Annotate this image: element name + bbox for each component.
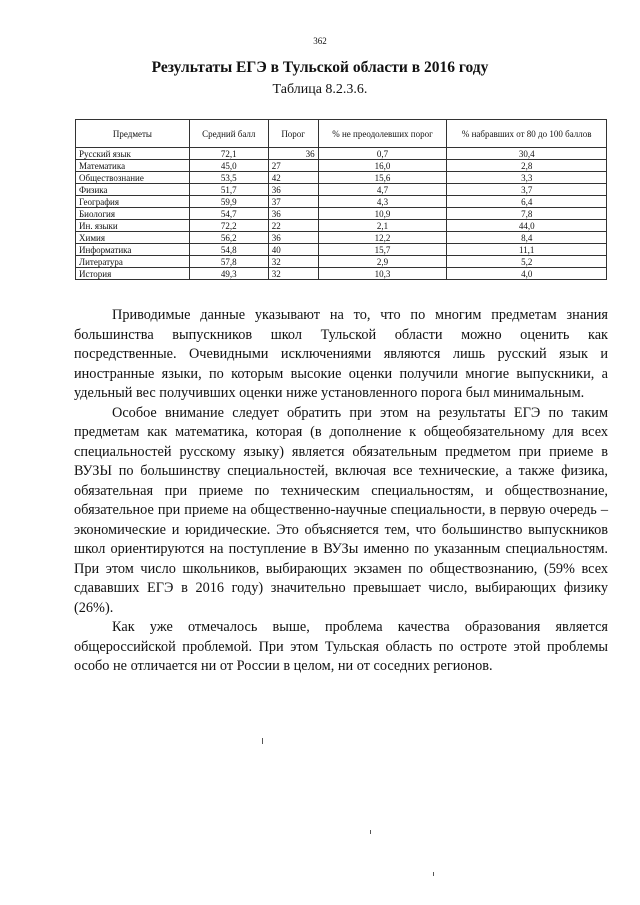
- cell-high-scores: 5,2: [447, 256, 607, 268]
- cell-average-score: 51,7: [189, 184, 268, 196]
- cell-average-score: 56,2: [189, 232, 268, 244]
- cell-subject: Русский язык: [76, 148, 190, 160]
- scan-artifact-mark: [370, 830, 371, 834]
- table-row: [76, 172, 607, 184]
- cell-below-threshold: 4,7: [318, 184, 447, 196]
- cell-average-score: 53,5: [189, 172, 268, 184]
- header-high-scores: % набравших от 80 до 100 баллов: [447, 120, 607, 148]
- cell-threshold: 36: [268, 184, 318, 196]
- cell-threshold: 40: [268, 244, 318, 256]
- cell-subject: Физика: [76, 184, 190, 196]
- table-row: [76, 268, 607, 280]
- cell-below-threshold: 0,7: [318, 148, 447, 160]
- document-title: Результаты ЕГЭ в Тульской области в 2016 году: [151, 59, 489, 76]
- cell-threshold: 32: [268, 256, 318, 268]
- table-row: [76, 232, 607, 244]
- scan-artifact-mark: [433, 872, 434, 876]
- cell-below-threshold: 10,3: [318, 268, 447, 280]
- cell-average-score: 72,1: [189, 148, 268, 160]
- table-caption: Таблица 8.2.3.6.: [272, 82, 368, 97]
- paragraph-2: Особое внимание следует обратить при этом на результаты ЕГЭ по таким предметам как математика, которая (в дополнение к общеобязательному для всех специальностей русскому языку) является обязательным предметом при приеме в ВУЗЫ по большинству специальностей, включая все технические, а также физика, обязательная при приеме по техническим специальностям, и обществознание, обязательное при приеме на общественно-научные специальности, в первую очередь – экономические и юридические. Это объясняется тем, что большинство выпускников школ ориентируются на поступление в ВУЗы именно по указанным специальностям. При этом число школьников, выбирающих экзамен по обществознанию, (59% всех сдававших ЕГЭ в 2016 году) значительно превышает число, выбирающих физику (26%).: [74, 404, 608, 616]
- cell-threshold: 36: [268, 148, 318, 160]
- cell-subject: Обществознание: [76, 172, 190, 184]
- page-number: 362: [313, 36, 327, 46]
- header-subject: Предметы: [76, 120, 190, 148]
- cell-threshold: 42: [268, 172, 318, 184]
- cell-threshold: 36: [268, 208, 318, 220]
- cell-average-score: 45,0: [189, 160, 268, 172]
- cell-high-scores: 3,3: [447, 172, 607, 184]
- cell-average-score: 57,8: [189, 256, 268, 268]
- cell-threshold: 27: [268, 160, 318, 172]
- cell-subject: Математика: [76, 160, 190, 172]
- cell-high-scores: 8,4: [447, 232, 607, 244]
- cell-below-threshold: 10,9: [318, 208, 447, 220]
- cell-high-scores: 11,1: [447, 244, 607, 256]
- cell-high-scores: 7,8: [447, 208, 607, 220]
- cell-below-threshold: 12,2: [318, 232, 447, 244]
- cell-below-threshold: 4,3: [318, 196, 447, 208]
- cell-subject: Биология: [76, 208, 190, 220]
- cell-threshold: 36: [268, 232, 318, 244]
- table-row: [76, 208, 607, 220]
- cell-below-threshold: 15,7: [318, 244, 447, 256]
- table-row: [76, 244, 607, 256]
- cell-high-scores: 6,4: [447, 196, 607, 208]
- cell-subject: Химия: [76, 232, 190, 244]
- cell-high-scores: 2,8: [447, 160, 607, 172]
- table-row: [76, 196, 607, 208]
- cell-below-threshold: 16,0: [318, 160, 447, 172]
- table-header-row: [76, 120, 607, 148]
- table-row: [76, 184, 607, 196]
- header-average-score: Средний балл: [189, 120, 268, 148]
- cell-threshold: 37: [268, 196, 318, 208]
- table-row: [76, 256, 607, 268]
- header-below-threshold: % не преодолевших порог: [318, 120, 447, 148]
- cell-high-scores: 4,0: [447, 268, 607, 280]
- cell-subject: География: [76, 196, 190, 208]
- cell-high-scores: 3,7: [447, 184, 607, 196]
- cell-below-threshold: 2,9: [318, 256, 447, 268]
- paragraph-1: Приводимые данные указывают на то, что по многим предметам знания большинства выпускников школ Тульской области можно оценить как посредственные. Очевидными исключениями являются лишь русский язык и иностранные языки, по которым высокие оценки получили многие выпускники, а удельный вес получивших оценки ниже установленного порога был минимальным.: [74, 307, 608, 401]
- cell-high-scores: 44,0: [447, 220, 607, 232]
- results-table: [75, 119, 607, 280]
- scan-artifact-mark: [262, 738, 263, 744]
- header-threshold: Порог: [268, 120, 318, 148]
- cell-average-score: 54,7: [189, 208, 268, 220]
- cell-subject: Литература: [76, 256, 190, 268]
- cell-average-score: 49,3: [189, 268, 268, 280]
- cell-subject: История: [76, 268, 190, 280]
- cell-subject: Ин. языки: [76, 220, 190, 232]
- cell-high-scores: 30,4: [447, 148, 607, 160]
- paragraph-3: Как уже отмечалось выше, проблема качества образования является общероссийской проблемой. При этом Тульская область по остроте этой проблемы особо не отличается ни от России в целом, ни от соседних регионов.: [74, 619, 608, 674]
- cell-threshold: 32: [268, 268, 318, 280]
- cell-below-threshold: 15,6: [318, 172, 447, 184]
- cell-subject: Информатика: [76, 244, 190, 256]
- table-row: [76, 220, 607, 232]
- body-text: [74, 306, 608, 677]
- table-row: [76, 160, 607, 172]
- table-row: [76, 148, 607, 160]
- cell-average-score: 54,8: [189, 244, 268, 256]
- cell-threshold: 22: [268, 220, 318, 232]
- cell-below-threshold: 2,1: [318, 220, 447, 232]
- cell-average-score: 59,9: [189, 196, 268, 208]
- cell-average-score: 72,2: [189, 220, 268, 232]
